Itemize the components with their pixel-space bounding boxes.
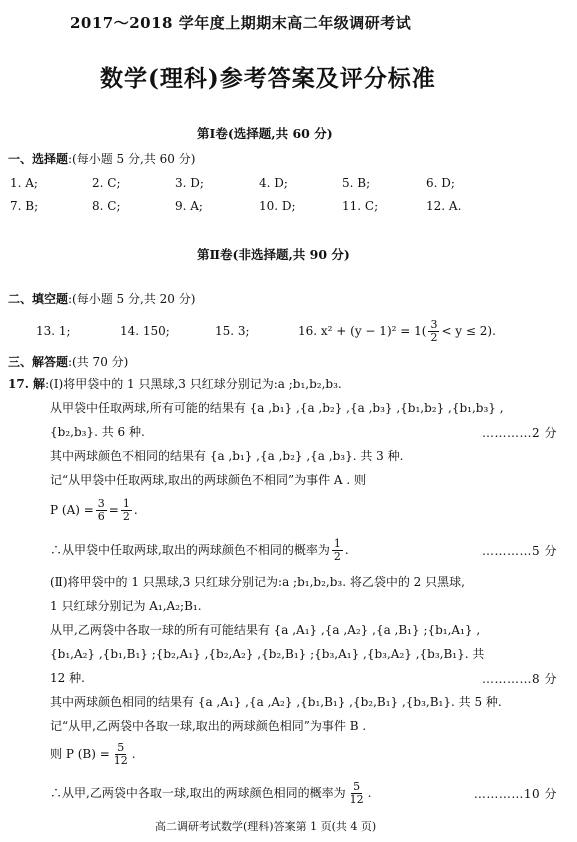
- page-footer: 高二调研考试数学(理科)答案第 1 页(共 4 页): [155, 820, 377, 833]
- q17-text: :(Ⅰ)将甲袋中的 1 只黑球,3 只红球分别记为:a ;b₁,b₂,b₃.: [45, 377, 342, 391]
- section3-label: 三、解答题: [8, 355, 69, 369]
- page-title: 数学(理科)参考答案及评分标准: [100, 65, 436, 92]
- mc-answer: 10. D;: [259, 199, 296, 213]
- mc-answer: 6. D;: [426, 176, 455, 190]
- mc-answer: 8. C;: [92, 199, 121, 213]
- mc-answer: 1. A;: [10, 176, 38, 190]
- q17-line-10: {b₁,A₂} ,{b₁,B₁} ;{b₂,A₁} ,{b₂,A₂} ,{b₂,B₁} ;{b₃,A₁} ,{b₃,A₂} ,{b₃,B₁}. 共: [50, 647, 485, 661]
- period: .: [131, 747, 136, 761]
- q17-line-12: 其中两球颜色相同的结果有 {a ,A₁} ,{a ,A₂} ,{b₁,B₁} ,{b₂,B₁} ,{b₃,B₁}. 共 5 种.: [50, 695, 502, 709]
- period: .: [133, 503, 138, 517]
- conclusion-text: ∴从甲袋中任取两球,取出的两球颜色不相同的概率为: [50, 543, 330, 557]
- probability-b: [50, 738, 136, 770]
- score-marker: …………10 分: [473, 787, 557, 801]
- fill-answer-16: [298, 315, 496, 347]
- period: .: [344, 543, 349, 557]
- mc-answer: 9. A;: [175, 199, 203, 213]
- mc-answer: 5. B;: [342, 176, 371, 190]
- mc-answer: 7. B;: [10, 199, 39, 213]
- prob-lhs: P (A) =: [50, 503, 94, 517]
- section2-label: 二、填空题: [8, 292, 69, 306]
- conclusion-text: ∴从甲,乙两袋中各取一球,取出的两球颜色相同的概率为: [50, 786, 346, 800]
- fill-answer-15: 15. 3;: [215, 324, 250, 338]
- fraction: $\frac{1}{2}$: [122, 496, 130, 523]
- probability-a: [50, 494, 138, 526]
- mc-answer: 11. C;: [342, 199, 379, 213]
- q17-line-13: 记“从甲,乙两袋中各取一球,取出的两球颜色相同”为事件 B .: [50, 719, 367, 733]
- mc-answer: 2. C;: [92, 176, 121, 190]
- section1-label: 一、选择题: [8, 152, 69, 166]
- q17-line-3: {b₂,b₃}. 共 6 种.: [50, 425, 145, 439]
- equals: =: [108, 503, 119, 517]
- q17-line-11: 12 种.: [50, 671, 85, 685]
- section3-note: :(共 70 分): [68, 355, 129, 369]
- section1-note: :(每小题 5 分,共 60 分): [68, 152, 196, 166]
- mc-answer: 4. D;: [259, 176, 288, 190]
- q17-conclusion-1: [50, 534, 349, 566]
- prob-lhs: 则 P (B) =: [50, 747, 110, 761]
- section2-heading: [8, 291, 195, 307]
- fraction: $\frac{1}{2}$: [333, 536, 341, 563]
- q17-line-8: 1 只红球分别记为 A₁,A₂;B₁.: [50, 599, 202, 613]
- section1-heading: [8, 151, 195, 167]
- q17-line-1: [8, 376, 342, 392]
- fraction: $\frac{3}{6}$: [97, 496, 105, 523]
- q17-line-9: 从甲,乙两袋中各取一球的所有可能结果有 {a ,A₁} ,{a ,A₂} ,{a ,B₁} ;{b₁,A₁} ,: [50, 623, 481, 637]
- part2-heading: 第Ⅱ卷(非选择题,共 90 分): [197, 247, 350, 262]
- mc-answer: 12. A.: [426, 199, 462, 213]
- fraction: $\frac{5}{12}$: [113, 740, 128, 767]
- fill-answer-13: 13. 1;: [36, 324, 71, 338]
- fraction: $\frac{3}{2}$: [430, 317, 438, 344]
- mc-answer: 3. D;: [175, 176, 204, 190]
- q17-number: 17. 解: [8, 377, 46, 391]
- q17-line-2: 从甲袋中任取两球,所有可能的结果有 {a ,b₁} ,{a ,b₂} ,{a ,b₃} ,{b₁,b₂} ,{b₁,b₃} ,: [50, 401, 504, 415]
- exam-title: 2017～2018 学年度上期期末高二年级调研考试: [70, 14, 412, 32]
- score-marker: …………5 分: [482, 544, 557, 558]
- score-marker: …………2 分: [482, 426, 557, 440]
- fill-answer-16-range: < y ≤ 2).: [441, 324, 496, 338]
- part1-heading: 第Ⅰ卷(选择题,共 60 分): [197, 126, 333, 141]
- fill-answer-16-expr: 16. x² + (y − 1)² = 1(: [298, 324, 427, 338]
- section2-note: :(每小题 5 分,共 20 分): [68, 292, 196, 306]
- q17-line-5: 记“从甲袋中任取两球,取出的两球颜色不相同”为事件 A . 则: [50, 473, 367, 487]
- q17-conclusion-2: [50, 777, 371, 809]
- fraction: $\frac{5}{12}$: [349, 779, 364, 806]
- fill-answer-14: 14. 150;: [120, 324, 170, 338]
- score-marker: …………8 分: [482, 672, 557, 686]
- q17-line-7: (Ⅱ)将甲袋中的 1 只黑球,3 只红球分别记为:a ;b₁,b₂,b₃. 将乙袋中的 2 只黑球,: [50, 575, 465, 589]
- section3-heading: [8, 354, 128, 370]
- period: .: [367, 786, 372, 800]
- q17-line-4: 其中两球颜色不相同的结果有 {a ,b₁} ,{a ,b₂} ,{a ,b₃}. 共 3 种.: [50, 449, 404, 463]
